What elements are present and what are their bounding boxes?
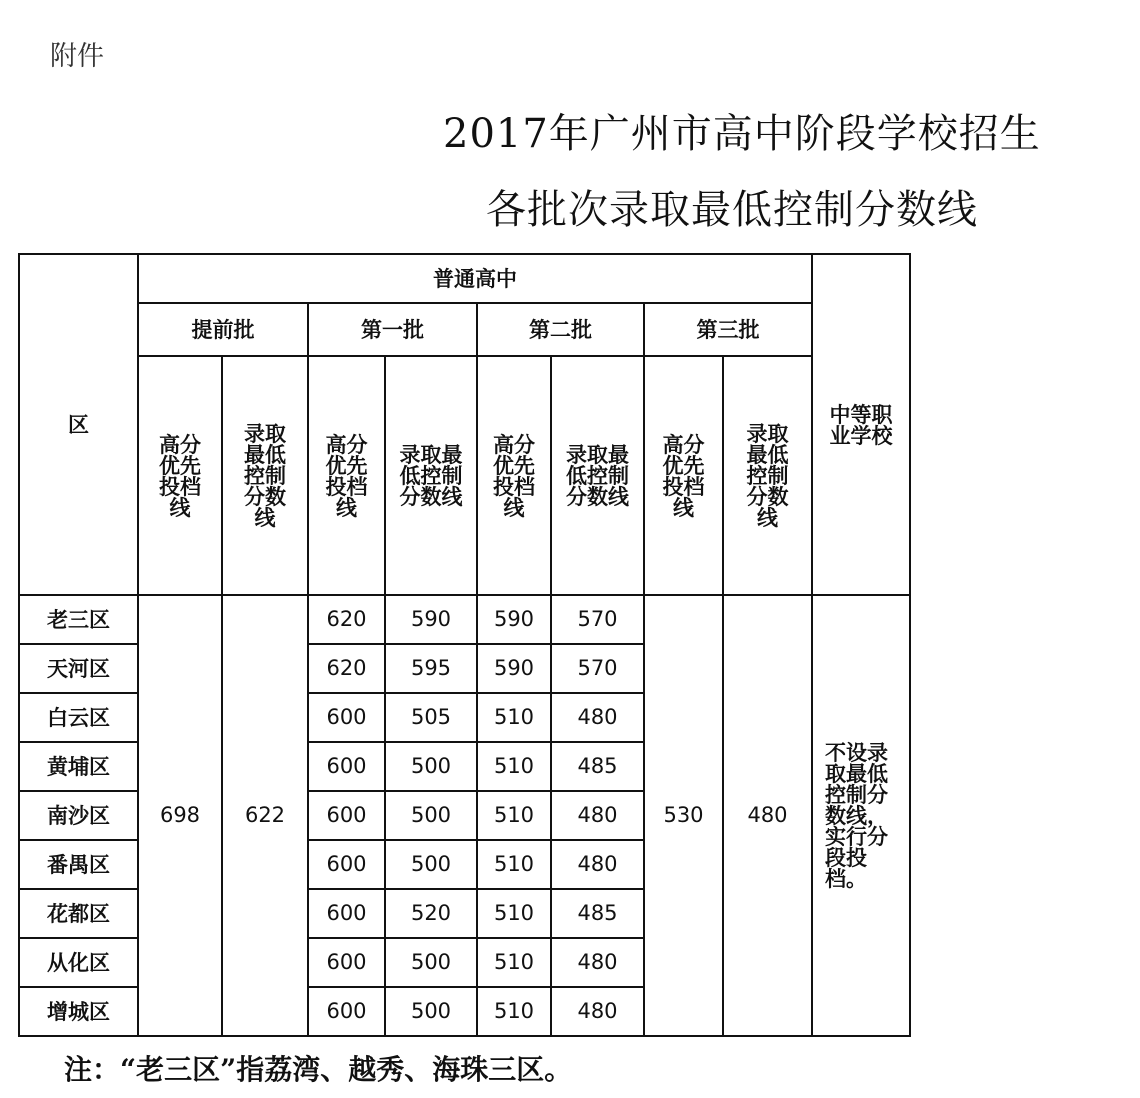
header-line: 高分 [493,431,535,457]
score-table [18,253,911,1037]
early-min-score-value: 622 [222,595,308,1036]
second-min-score-cell: 480 [551,987,644,1036]
vocational-note-line: 不设录 [825,740,888,765]
header-line: 录取 [746,421,789,446]
header-line: 线 [336,494,357,520]
second-high-score-cell: 510 [477,889,551,938]
header-line: 线 [169,494,191,520]
district-cell: 增城区 [19,987,138,1036]
header-line: 录取 [244,421,286,446]
batch-first-header: 第一批 [308,303,477,356]
header-line: 高分 [662,431,705,457]
vocational-note-line: 实行分 [825,824,888,849]
vocational-header-line: 业学校 [829,422,893,448]
first-high-score-header [308,356,385,595]
first-min-score-cell: 500 [385,791,477,840]
header-line: 控制 [746,463,789,488]
second-min-score-cell: 485 [551,889,644,938]
header-line: 分数 [746,484,789,509]
second-min-score-cell: 480 [551,840,644,889]
second-high-score-cell: 590 [477,595,551,644]
first-high-score-cell: 600 [308,693,385,742]
header-line: 录取最 [566,442,629,467]
header-line: 录取最 [399,442,463,467]
first-min-score-header [385,356,477,595]
district-cell: 从化区 [19,938,138,987]
second-high-score-cell: 510 [477,693,551,742]
district-cell: 老三区 [19,595,138,644]
first-min-score-cell: 500 [385,938,477,987]
header-line: 优先 [662,452,705,478]
header-line: 最低 [746,442,789,467]
district-cell: 南沙区 [19,791,138,840]
header-line: 投档 [662,473,705,499]
header-line: 分数线 [399,484,463,509]
table-row [19,595,910,644]
footnote: 注：“老三区”指荔湾、越秀、海珠三区。 [64,1053,573,1086]
second-min-score-cell: 480 [551,791,644,840]
attachment-label: 附件 [50,41,104,72]
second-high-score-header [477,356,551,595]
vocational-note-line: 段投 [825,845,867,870]
second-high-score-cell: 510 [477,987,551,1036]
first-high-score-cell: 620 [308,644,385,693]
header-line: 最低 [244,442,286,467]
header-line: 投档 [493,473,535,499]
second-min-score-cell: 570 [551,644,644,693]
second-min-score-cell: 485 [551,742,644,791]
second-min-score-cell: 480 [551,693,644,742]
first-high-score-cell: 600 [308,742,385,791]
header-line: 优先 [159,452,201,478]
vocational-school-header [812,254,910,595]
header-line: 线 [503,494,525,520]
district-cell: 天河区 [19,644,138,693]
district-cell: 黄埔区 [19,742,138,791]
first-min-score-cell: 595 [385,644,477,693]
header-line: 控制 [244,463,286,488]
district-cell: 番禺区 [19,840,138,889]
second-high-score-cell: 590 [477,644,551,693]
batch-early-header: 提前批 [138,303,308,356]
early-high-score-value: 698 [138,595,222,1036]
batch-second-header: 第二批 [477,303,644,356]
early-min-score-header [222,356,308,595]
second-high-score-cell: 510 [477,791,551,840]
first-high-score-cell: 620 [308,595,385,644]
first-high-score-cell: 600 [308,840,385,889]
first-high-score-cell: 600 [308,889,385,938]
third-min-score-value: 480 [723,595,812,1036]
second-high-score-cell: 510 [477,742,551,791]
first-min-score-cell: 520 [385,889,477,938]
first-high-score-cell: 600 [308,791,385,840]
header-line: 优先 [493,452,535,478]
vocational-note-line: 控制分 [825,782,888,807]
document-title-line-1: 2017年广州市高中阶段学校招生 [443,111,1041,157]
document-title-line-2: 各批次录取最低控制分数线 [486,187,978,233]
second-min-score-header [551,356,644,595]
second-high-score-cell: 510 [477,938,551,987]
vocational-note-line: 数线， [825,803,888,828]
header-line: 分数线 [566,484,629,509]
vocational-note-line: 取最低 [825,761,888,786]
header-line: 线 [254,505,276,530]
first-min-score-cell: 500 [385,987,477,1036]
header-line: 低控制 [566,463,629,488]
vocational-note-line: 档。 [825,866,867,891]
third-high-score-value: 530 [644,595,723,1036]
vocational-note [812,595,910,1036]
header-line: 投档 [159,473,201,499]
third-min-score-header [723,356,812,595]
header-line: 高分 [325,431,368,457]
first-high-score-cell: 600 [308,938,385,987]
header-line: 线 [673,494,694,520]
second-high-score-cell: 510 [477,840,551,889]
district-header: 区 [19,254,138,595]
third-high-score-header [644,356,723,595]
second-min-score-cell: 480 [551,938,644,987]
second-min-score-cell: 570 [551,595,644,644]
header-line: 低控制 [399,463,463,488]
first-min-score-cell: 590 [385,595,477,644]
district-cell: 白云区 [19,693,138,742]
first-min-score-cell: 500 [385,840,477,889]
first-min-score-cell: 505 [385,693,477,742]
district-cell: 花都区 [19,889,138,938]
first-high-score-cell: 600 [308,987,385,1036]
header-line: 高分 [159,431,201,457]
header-line: 分数 [244,484,286,509]
header-line: 投档 [325,473,368,499]
general-high-school-header: 普通高中 [138,254,812,303]
header-line: 线 [757,505,778,530]
vocational-header-line: 中等职 [829,401,893,427]
early-high-score-header [138,356,222,595]
batch-third-header: 第三批 [644,303,812,356]
header-line: 优先 [325,452,368,478]
first-min-score-cell: 500 [385,742,477,791]
